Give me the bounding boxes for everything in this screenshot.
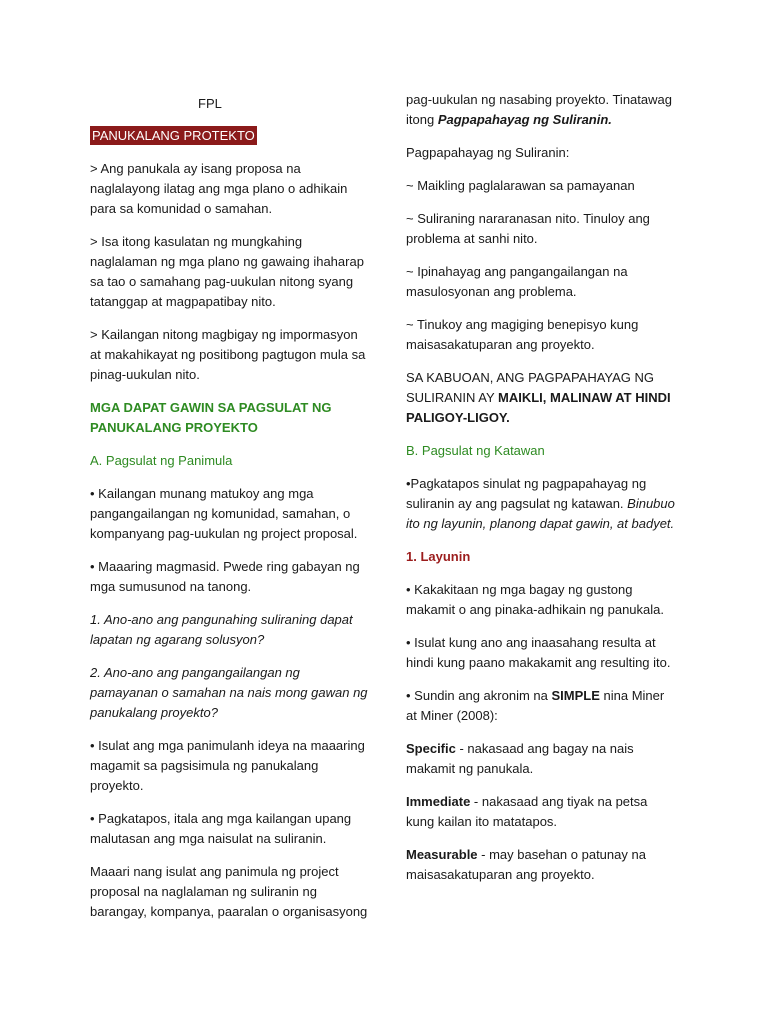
right-column xyxy=(406,90,678,898)
bullet-pangangailangan: • Kailangan munang matukoy ang mga pangangailangan ng komunidad, samahan, o kompanyang pag-uukulan ng project proposal. xyxy=(90,486,358,541)
paragraph-katawan xyxy=(406,474,678,534)
term-specific xyxy=(406,739,678,779)
bullet-resulta: • Isulat kung ano ang inaasahang resulta at hindi kung paano makakamit ang resulting ito. xyxy=(406,635,671,670)
left-column xyxy=(90,90,370,935)
label-pagpapahayag: Pagpapahayag ng Suliranin: xyxy=(406,145,570,160)
term-immediate xyxy=(406,792,678,832)
tilde-item-2: ~ Suliraning nararanasan nito. Tinuloy ang problema at sanhi nito. xyxy=(406,211,650,246)
document-title-block xyxy=(90,126,370,146)
immediate-term: Immediate xyxy=(406,794,471,809)
paragraph-panimula: Maaari nang isulat ang panimula ng project proposal na naglalaman ng suliranin ng barangay, kompanya, paaralan o organisasyong xyxy=(90,864,368,919)
specific-term: Specific xyxy=(406,741,456,756)
term-measurable xyxy=(406,845,678,885)
paragraph-definition: > Ang panukala ay isang proposa na naglalayong ilatag ang mga plano o adhikain para sa komunidad o samahan. xyxy=(90,161,348,216)
summary-text: SA KABUOAN, ANG PAGPAPAHAYAG NG SULIRANIN AY xyxy=(406,370,655,405)
paragraph-summary xyxy=(406,368,678,428)
summary-emphasis: MAIKLI, MALINAW AT HINDI PALIGOY-LIGOY. xyxy=(406,390,671,425)
specific-definition: - nakasaad ang bagay na nais makamit ng panukala. xyxy=(406,741,634,776)
subheading-katawan: B. Pagsulat ng Katawan xyxy=(406,443,545,458)
tilde-item-1: ~ Maikling paglalarawan sa pamayanan xyxy=(406,178,635,193)
bullet-magmasid: • Maaaring magmasid. Pwede ring gabayan ng mga sumusunod na tanong. xyxy=(90,559,360,594)
simple-post: nina Miner at Miner (2008): xyxy=(406,688,665,723)
bullet-simple xyxy=(406,686,678,726)
document-title: PANUKALANG PROTEKTO xyxy=(92,128,255,143)
continuation-text: pag-uukulan ng nasabing proyekto. Tinatawag itong xyxy=(406,92,672,127)
katawan-text: •Pagkatapos sinulat ng pagpapahayag ng suliranin ay ang pagsulat ng katawan. xyxy=(406,476,647,511)
bullet-kakakitaan: • Kakakitaan ng mga bagay ng gustong makamit o ang pinaka-adhikain ng panukala. xyxy=(406,582,665,617)
katawan-italic: Binubuo ito ng layunin, planong dapat gawin, at badyet. xyxy=(406,496,675,531)
measurable-definition: - may basehan o patunay na maisasakatuparan ang proyekto. xyxy=(406,847,646,882)
section-heading: MGA DAPAT GAWIN SA PAGSULAT NG PANUKALANG PROYEKTO xyxy=(90,400,332,435)
paragraph-continuation xyxy=(406,90,678,130)
bullet-panimulang-ideya: • Isulat ang mga panimulanh ideya na maaaring magamit sa pagsisimula ng panukalang proyekto. xyxy=(90,738,365,793)
question-2: 2. Ano-ano ang pangangailangan ng pamayanan o samahan na nais mong gawan ng panukalang proyekto? xyxy=(90,665,368,720)
page-header: FPL xyxy=(198,96,222,111)
immediate-definition: - nakasaad ang tiyak na petsa kung kailan ito matatapos. xyxy=(406,794,648,829)
tilde-item-3: ~ Ipinahayag ang pangangailangan na masulosyonan ang problema. xyxy=(406,264,628,299)
continuation-term: Pagpapahayag ng Suliranin. xyxy=(437,112,612,127)
subheading-panimula: A. Pagsulat ng Panimula xyxy=(90,453,233,468)
question-1: 1. Ano-ano ang pangunahing suliraning dapat lapatan ng agarang solusyon? xyxy=(90,612,353,647)
simple-pre: • Sundin ang akronim na xyxy=(406,688,552,703)
bullet-itala: • Pagkatapos, itala ang mga kailangan upang malutasan ang mga naisulat na suliranin. xyxy=(90,811,352,846)
paragraph-impormasyon: > Kailangan nitong magbigay ng impormasyon at makahikayat ng positibong pagtugon mula sa pinag-uukulan nito. xyxy=(90,327,366,382)
simple-acronym: SIMPLE xyxy=(551,688,600,703)
measurable-term: Measurable xyxy=(406,847,478,862)
heading-layunin: 1. Layunin xyxy=(406,549,471,564)
tilde-item-4: ~ Tinukoy ang magiging benepisyo kung maisasakatuparan ang proyekto. xyxy=(406,317,639,352)
paragraph-kasulatan: > Isa itong kasulatan ng mungkahing naglalaman ng mga plano ng gawaing ihaharap sa tao o samahang pag-uukulan nitong syang tatanggap at magpapatibay nito. xyxy=(90,234,364,309)
